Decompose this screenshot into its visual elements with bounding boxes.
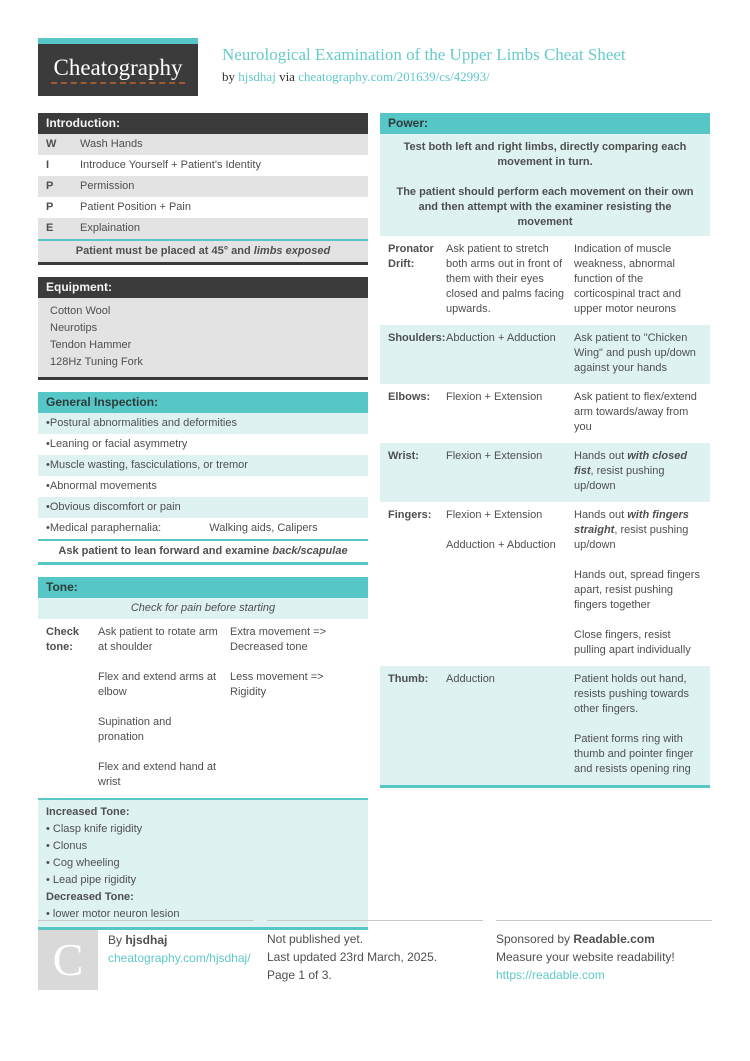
power-row [380,325,710,384]
power-details [574,672,702,777]
tone-maneuver: Supination and pronation [98,716,172,743]
tone-header: Tone: [38,577,368,598]
text-segment: Close fingers, resist pulling apart individually [574,629,691,656]
paraphernalia-value: Walking aids, Calipers [209,522,318,534]
power-movement: Adduction [446,673,495,685]
cheatography-logo[interactable] [38,38,198,96]
tone-maneuver: Ask patient to rotate arm at shoulder [98,626,218,653]
footer-author-info [108,930,251,990]
author-link[interactable]: hjsdhaj [238,69,276,84]
tone-findings [230,625,360,790]
inspection-row: •Obvious discomfort or pain [38,497,368,518]
tone-footer-line: • lower motor neuron lesion [46,908,180,920]
inspection-row-paraphernalia [38,518,368,539]
page-footer [38,920,712,990]
publish-status: Not published yet. [267,932,364,946]
power-detail [574,242,702,317]
footer-author-column [38,920,254,990]
left-column [38,113,368,930]
introduction-rows [38,134,368,239]
power-movement: Flexion + Extension [446,391,543,403]
intro-row [38,134,368,155]
tone-footer-line: • Clasp knife rigidity [46,823,143,835]
power-detail [574,390,702,435]
power-row-label: Pronator Drift: [388,243,434,270]
intro-value: Permission [80,180,135,192]
text-segment: with closed fist [574,450,688,477]
tone-row-label: Check tone: [46,626,80,653]
intro-key: E [46,222,54,234]
power-row [380,502,710,666]
equipment-header: Equipment: [38,277,368,298]
page-number: Page 1 of 3. [267,968,332,982]
footer-author-name: hjsdhaj [125,933,168,947]
power-details [574,331,702,376]
text-segment: , resist pushing up/down [574,465,665,492]
power-details [574,508,702,658]
tone-maneuver: Flex and extend arms at elbow [98,671,217,698]
general-inspection-rows [38,413,368,518]
footer-author-line [108,931,251,949]
introduction-note [38,239,368,262]
general-inspection-header: General Inspection: [38,392,368,413]
intro-key: I [46,159,50,171]
intro-key: W [46,138,57,150]
intro-row [38,155,368,176]
power-movements [446,508,574,658]
sponsor-tagline: Measure your website readability! [496,950,675,964]
tone-footer [38,798,368,927]
text-segment: Hands out [574,509,628,521]
tone-maneuvers [98,625,230,790]
power-note: The patient should perform each movement on their own and then attempt with the examiner resisting the movement [396,186,694,228]
text-segment: Hands out, spread fingers apart, resist pushing fingers together [574,569,700,611]
power-movements [446,449,574,494]
inspection-row: •Postural abnormalities and deformities [38,413,368,434]
intro-key: P [46,201,54,213]
sponsor-prefix: Sponsored by [496,932,574,946]
equipment-item: Tendon Hammer [50,339,132,351]
power-detail [574,732,702,777]
power-movement: Adduction + Abduction [446,539,556,551]
text-segment: , resist pushing up/down [574,524,689,551]
power-movements [446,331,574,376]
page-header [38,38,626,96]
power-detail [574,568,702,613]
power-detail [574,628,702,658]
cheatography-c-logo [38,930,98,990]
sheet-url-link[interactable]: cheatography.com/201639/cs/42993/ [298,69,490,84]
intro-row [38,176,368,197]
power-notes [380,134,710,236]
section-general-inspection [38,392,368,565]
intro-value: Introduce Yourself + Patient's Identity [80,159,261,171]
power-row [380,443,710,502]
section-tone [38,577,368,930]
power-row [380,384,710,443]
inspection-row: •Muscle wasting, fasciculations, or tremor [38,455,368,476]
tone-finding: Extra movement => Decreased tone [230,626,326,653]
equipment-item: 128Hz Tuning Fork [50,356,143,368]
text-segment: with fingers straight [574,509,689,536]
section-power [380,113,710,788]
content-columns [38,113,710,930]
power-detail [574,672,702,717]
power-row [380,236,710,325]
equipment-item: Cotton Wool [50,305,111,317]
power-movement: Flexion + Extension [446,450,543,462]
byline-via: via [275,69,299,84]
text-segment: Patient forms ring with thumb and pointer finger and resists opening ring [574,733,694,775]
header-text [222,38,626,96]
power-rows [380,236,710,785]
text-segment: Ask patient to flex/extend arm towards/away from you [574,391,697,433]
tone-maneuver: Flex and extend hand at wrist [98,761,217,788]
text-segment: Ask patient to lean forward and examine [58,545,273,557]
paraphernalia-label: •Medical paraphernalia: [46,522,162,534]
logo-box [38,44,198,96]
equipment-list [38,298,368,377]
c-letter: C [52,934,84,985]
tone-footer-line: • Lead pipe rigidity [46,874,137,886]
text-segment: Indication of muscle weakness, abnormal function of the corticospinal tract and upper motor neurons [574,243,681,315]
power-header: Power: [380,113,710,134]
tone-footer-line: • Cog wheeling [46,857,120,869]
footer-author-link[interactable]: cheatography.com/hjsdhaj/ [108,951,251,965]
intro-value: Patient Position + Pain [80,201,191,213]
text-segment: limbs exposed [253,245,331,257]
byline [222,69,626,85]
power-movements [446,242,574,317]
introduction-header: Introduction: [38,113,368,134]
power-details [574,449,702,494]
general-inspection-note [38,539,368,562]
intro-row [38,197,368,218]
text-segment: Hands out [574,450,628,462]
power-note: Test both left and right limbs, directly comparing each movement in turn. [403,141,687,168]
intro-key: P [46,180,54,192]
text-segment: back/scapulae [272,545,348,557]
power-movement: Flexion + Extension [446,509,543,521]
text-segment: Patient must be placed at 45° and [75,245,254,257]
intro-row [38,218,368,239]
text-segment: Ask patient to "Chicken Wing" and push up/down against your hands [574,332,696,374]
equipment-item: Neurotips [50,322,98,334]
power-detail [574,449,702,494]
footer-status-column [267,920,483,990]
tone-footer-line: Decreased Tone: [46,891,134,903]
power-movements [446,672,574,777]
sponsor-line [496,930,712,948]
right-column [380,113,710,788]
power-row-label: Elbows: [388,391,431,403]
tone-footer-line: • Clonus [46,840,88,852]
power-movement: Abduction + Adduction [446,332,556,344]
power-details [574,242,702,317]
power-movement: Ask patient to stretch both arms out in front of them with their eyes closed and palms facing upwards. [446,243,565,315]
intro-value: Wash Hands [80,138,143,150]
power-row-label: Shoulders: [388,332,446,344]
tone-main-row [38,619,368,798]
sponsor-link[interactable]: https://readable.com [496,968,605,982]
footer-sponsor-column [496,920,712,990]
section-equipment [38,277,368,380]
byline-prefix: by [222,69,239,84]
inspection-row: •Leaning or facial asymmetry [46,438,188,450]
section-introduction [38,113,368,265]
power-detail [574,508,702,553]
power-row-label: Thumb: [388,673,429,685]
tone-caution-note: Check for pain before starting [38,598,368,619]
sponsor-name: Readable.com [573,932,655,946]
power-row-label: Wrist: [388,450,419,462]
page-title[interactable]: Neurological Examination of the Upper Limbs Cheat Sheet [222,45,626,64]
power-row [380,666,710,785]
logo-wordmark: Cheatography [51,56,184,84]
last-updated: Last updated 23rd March, 2025. [267,950,438,964]
text-segment: Patient holds out hand, resists pushing towards other fingers. [574,673,689,715]
tone-finding: Less movement => Rigidity [230,671,324,698]
power-row-label: Fingers: [388,509,432,521]
power-details [574,390,702,435]
by-prefix: By [108,933,126,947]
inspection-row: •Abnormal movements [46,480,157,492]
tone-footer-line: Increased Tone: [46,806,130,818]
power-detail [574,331,702,376]
intro-value: Explaination [80,222,140,234]
power-movements [446,390,574,435]
